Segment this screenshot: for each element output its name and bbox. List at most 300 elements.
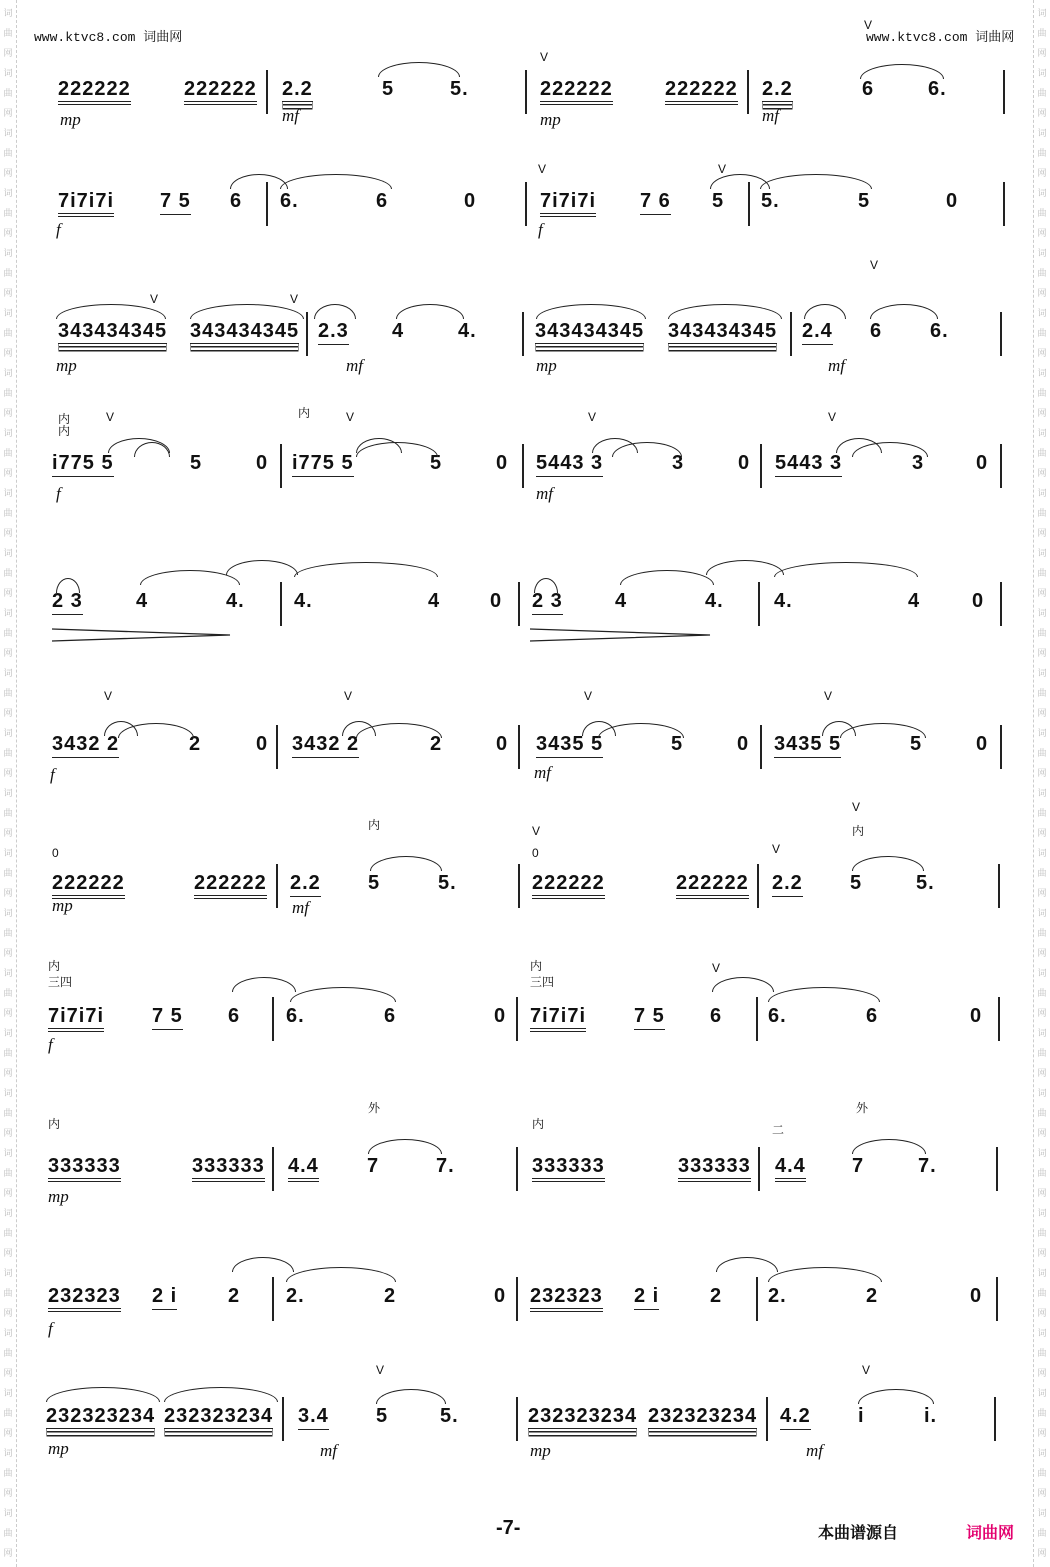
- note-group: 333333: [48, 1155, 121, 1182]
- note-group: 5: [671, 733, 684, 755]
- watermark-char: 网: [1037, 528, 1047, 538]
- note-group: 5443 3: [536, 452, 603, 477]
- note-group: 2: [189, 733, 202, 755]
- dynamic-mark: mp: [52, 896, 73, 915]
- watermark-char: 词: [3, 8, 13, 18]
- slur: [712, 977, 774, 992]
- note-group: 5: [376, 1405, 389, 1427]
- barline: [757, 864, 759, 908]
- note-group: 232323234: [164, 1405, 274, 1427]
- breath-mark-icon: V: [718, 162, 727, 176]
- note-group: 2 i: [634, 1285, 659, 1310]
- breath-mark-icon: V: [824, 689, 833, 703]
- watermark-char: 词: [1037, 1388, 1047, 1398]
- watermark-char: 词: [1037, 1328, 1047, 1338]
- breath-mark-icon: V: [150, 292, 159, 306]
- note-group: 4: [615, 590, 628, 612]
- watermark-char: 曲: [1037, 928, 1047, 938]
- breath-mark-icon: V: [290, 292, 299, 306]
- watermark-char: 网: [3, 48, 13, 58]
- watermark-char: 网: [3, 588, 13, 598]
- watermark-char: 网: [1037, 1068, 1047, 1078]
- note-group: 4.: [774, 590, 793, 612]
- watermark-char: 网: [1037, 1368, 1047, 1378]
- note-group: 0: [496, 452, 509, 474]
- note-group: 5443 3: [775, 452, 842, 477]
- technique-mark: 外: [368, 1101, 381, 1115]
- barline: [272, 997, 274, 1041]
- note-group: 2: [384, 1285, 397, 1307]
- watermark-char: 网: [1037, 1248, 1047, 1258]
- note-group: 0: [970, 1005, 983, 1027]
- dynamic-mark: f: [48, 1035, 53, 1054]
- dynamic-mark: mp: [530, 1441, 551, 1460]
- watermark-char: 曲: [1037, 988, 1047, 998]
- watermark-char: 网: [1037, 468, 1047, 478]
- barline: [994, 1397, 996, 1441]
- watermark-char: 曲: [1037, 628, 1047, 638]
- technique-mark: 0: [52, 846, 59, 860]
- watermark-char: 词: [3, 1028, 13, 1038]
- watermark-char: 词: [3, 1448, 13, 1458]
- note-group: 0: [972, 590, 985, 612]
- watermark-char: 曲: [3, 1108, 13, 1118]
- watermark-char: 曲: [3, 1288, 13, 1298]
- note-group: 0: [494, 1285, 507, 1307]
- watermark-char: 曲: [3, 928, 13, 938]
- technique-mark: 内: [58, 412, 71, 426]
- note-group: 222222: [58, 78, 131, 105]
- watermark-char: 曲: [3, 1408, 13, 1418]
- note-group: i.: [924, 1405, 938, 1427]
- dynamic-mark: mf: [282, 106, 299, 125]
- watermark-char: 曲: [3, 388, 13, 398]
- watermark-char: 词: [3, 728, 13, 738]
- note-group: 3432 2: [52, 733, 119, 758]
- watermark-char: 词: [1037, 248, 1047, 258]
- slur: [314, 304, 356, 319]
- decrescendo-hairpin: [530, 628, 714, 642]
- note-group: 222222: [184, 78, 257, 105]
- note-group: 5: [850, 872, 863, 894]
- note-group: 4.: [705, 590, 724, 612]
- watermark-char: 词: [1037, 1088, 1047, 1098]
- barline: [790, 312, 792, 356]
- watermark-char: 网: [3, 1428, 13, 1438]
- note-group: 3: [912, 452, 925, 474]
- slur: [140, 570, 240, 585]
- watermark-char: 曲: [3, 1228, 13, 1238]
- technique-mark: 三四: [48, 975, 73, 989]
- note-group: 7.: [918, 1155, 937, 1177]
- note-group: 2.3: [318, 320, 349, 345]
- note-group: 333333: [532, 1155, 605, 1182]
- watermark-char: 词: [3, 608, 13, 618]
- watermark-char: 网: [3, 168, 13, 178]
- note-group: 7i7i7i: [48, 1005, 104, 1032]
- watermark-char: 词: [3, 968, 13, 978]
- watermark-char: 曲: [3, 868, 13, 878]
- note-group: 2 3: [52, 590, 83, 615]
- barline: [525, 182, 527, 226]
- barline: [747, 70, 749, 114]
- watermark-char: 曲: [1037, 328, 1047, 338]
- watermark-char: 词: [3, 188, 13, 198]
- dynamic-mark: mf: [536, 484, 553, 503]
- watermark-char: 网: [3, 288, 13, 298]
- dynamic-mark: f: [50, 765, 55, 784]
- note-group: i775 5: [292, 452, 354, 477]
- technique-mark: 内: [48, 1117, 61, 1131]
- watermark-char: 词: [1037, 1208, 1047, 1218]
- slur: [760, 174, 872, 189]
- barline: [272, 1147, 274, 1191]
- slur: [290, 987, 396, 1002]
- note-group: 0: [976, 452, 989, 474]
- slur: [376, 1389, 446, 1404]
- dynamic-mark: mf: [534, 763, 551, 782]
- slur: [56, 578, 80, 593]
- dynamic-mark: mf: [762, 106, 779, 125]
- slur: [46, 1387, 160, 1402]
- note-group: 4: [428, 590, 441, 612]
- barline: [760, 725, 762, 769]
- barline: [998, 997, 1000, 1041]
- watermark-char: 词: [1037, 128, 1047, 138]
- slur: [536, 304, 646, 319]
- barline: [758, 1147, 760, 1191]
- note-group: 7 5: [152, 1005, 183, 1030]
- slur: [56, 304, 166, 319]
- dynamic-mark: mf: [828, 356, 845, 375]
- note-group: 4: [136, 590, 149, 612]
- dynamic-mark: mp: [48, 1439, 69, 1458]
- watermark-char: 词: [3, 668, 13, 678]
- barline: [518, 864, 520, 908]
- watermark-char: 曲: [3, 148, 13, 158]
- staff-row: [0, 406, 1050, 532]
- note-group: 6: [230, 190, 243, 212]
- watermark-char: 词: [3, 368, 13, 378]
- watermark-char: 网: [1037, 408, 1047, 418]
- note-group: 4: [392, 320, 405, 342]
- barline: [272, 1277, 274, 1321]
- watermark-char: 网: [1037, 948, 1047, 958]
- breath-mark-icon: V: [376, 1363, 385, 1377]
- barline: [1003, 182, 1005, 226]
- note-group: 0: [496, 733, 509, 755]
- dynamic-mark: f: [538, 220, 543, 239]
- note-group: 4.2: [780, 1405, 811, 1430]
- technique-mark: 二: [772, 1123, 785, 1137]
- note-group: 232323234: [528, 1405, 638, 1427]
- note-group: 2 i: [152, 1285, 177, 1310]
- note-group: 2: [228, 1285, 241, 1307]
- technique-mark: 内: [368, 818, 381, 832]
- slur: [774, 562, 918, 577]
- watermark-char: 词: [1037, 428, 1047, 438]
- note-group: 333333: [192, 1155, 265, 1182]
- watermark-char: 曲: [1037, 1408, 1047, 1418]
- watermark-char: 曲: [3, 688, 13, 698]
- breath-mark-icon: V: [344, 689, 353, 703]
- note-group: 3: [672, 452, 685, 474]
- note-group: 5.: [916, 872, 935, 894]
- slur: [768, 987, 880, 1002]
- watermark-char: 网: [1037, 108, 1047, 118]
- page-number: -7-: [496, 1517, 521, 1539]
- barline: [280, 582, 282, 626]
- note-group: 6: [376, 190, 389, 212]
- watermark-char: 网: [3, 228, 13, 238]
- watermark-char: 网: [1037, 588, 1047, 598]
- watermark-char: 曲: [1037, 148, 1047, 158]
- watermark-char: 网: [1037, 1308, 1047, 1318]
- watermark-char: 网: [1037, 348, 1047, 358]
- watermark-char: 曲: [3, 808, 13, 818]
- dynamic-mark: mf: [292, 898, 309, 917]
- note-group: 2.2: [772, 872, 803, 897]
- watermark-char: 词: [1037, 788, 1047, 798]
- watermark-char: 词: [1037, 68, 1047, 78]
- watermark-char: 词: [3, 848, 13, 858]
- technique-mark: 三四: [530, 975, 555, 989]
- technique-mark: 外: [856, 1101, 869, 1115]
- watermark-char: 网: [1037, 828, 1047, 838]
- note-group: 4.4: [288, 1155, 319, 1182]
- note-group: 0: [976, 733, 989, 755]
- note-group: i: [858, 1405, 865, 1427]
- barline: [516, 1147, 518, 1191]
- note-group: 2.4: [802, 320, 833, 345]
- watermark-char: 曲: [1037, 568, 1047, 578]
- note-group: 2.: [768, 1285, 787, 1307]
- watermark-char: 词: [1037, 368, 1047, 378]
- slur: [840, 723, 926, 738]
- note-group: 0: [256, 452, 269, 474]
- watermark-char: 词: [3, 1148, 13, 1158]
- watermark-char: 词: [1037, 488, 1047, 498]
- dynamic-mark: mf: [346, 356, 363, 375]
- note-group: 343434345: [58, 320, 168, 342]
- barline: [522, 444, 524, 488]
- staff-row: [0, 689, 1050, 813]
- slur: [768, 1267, 882, 1282]
- breath-mark-icon: V: [540, 50, 549, 64]
- watermark-char: 曲: [3, 208, 13, 218]
- note-group: 5: [382, 78, 395, 100]
- technique-mark: 内: [58, 424, 71, 438]
- watermark-char: 网: [3, 948, 13, 958]
- breath-mark-icon: V: [712, 961, 721, 975]
- note-group: 7: [367, 1155, 380, 1177]
- watermark-char: 词: [3, 1208, 13, 1218]
- barline: [1003, 70, 1005, 114]
- note-group: 343434345: [190, 320, 300, 342]
- slur: [858, 1389, 934, 1404]
- breath-mark-icon: V: [104, 689, 113, 703]
- watermark-char: 网: [3, 1008, 13, 1018]
- watermark-char: 网: [1037, 708, 1047, 718]
- barline: [516, 1277, 518, 1321]
- breath-mark-icon: V: [864, 18, 873, 32]
- watermark-char: 曲: [3, 988, 13, 998]
- watermark-char: 网: [3, 408, 13, 418]
- breath-mark-icon: V: [862, 1363, 871, 1377]
- note-group: 343434345: [535, 320, 645, 342]
- watermark-char: 词: [1037, 548, 1047, 558]
- barline: [756, 997, 758, 1041]
- watermark-char: 网: [1037, 1428, 1047, 1438]
- watermark-char: 网: [1037, 1488, 1047, 1498]
- watermark-char: 曲: [3, 748, 13, 758]
- header-site-right: www.ktvc8.com 词曲网: [866, 30, 1015, 45]
- technique-mark: 内: [48, 959, 61, 973]
- note-group: 7 5: [634, 1005, 665, 1030]
- technique-mark: 内: [530, 959, 543, 973]
- note-group: 5.: [438, 872, 457, 894]
- barline: [1000, 582, 1002, 626]
- barline: [1000, 444, 1002, 488]
- slur: [378, 62, 460, 77]
- watermark-char: 词: [1037, 1028, 1047, 1038]
- note-group: 7i7i7i: [540, 190, 596, 217]
- watermark-char: 词: [1037, 728, 1047, 738]
- note-group: 6.: [928, 78, 947, 100]
- watermark-char: 词: [3, 1328, 13, 1338]
- dynamic-mark: mp: [48, 1187, 69, 1206]
- watermark-char: 网: [1037, 1188, 1047, 1198]
- source-label: 本曲谱源自: [818, 1525, 899, 1542]
- note-group: 6: [228, 1005, 241, 1027]
- watermark-char: 曲: [1037, 1048, 1047, 1058]
- watermark-char: 曲: [3, 88, 13, 98]
- breath-mark-icon: V: [538, 162, 547, 176]
- barline: [756, 1277, 758, 1321]
- watermark-char: 网: [3, 768, 13, 778]
- technique-mark: 0: [532, 846, 539, 860]
- breath-mark-icon: V: [870, 258, 879, 272]
- barline: [280, 444, 282, 488]
- staff-row: [0, 1363, 1050, 1485]
- slur: [534, 578, 558, 593]
- note-group: 6: [866, 1005, 879, 1027]
- breath-mark-icon: V: [772, 842, 781, 856]
- watermark-char: 词: [3, 788, 13, 798]
- slur: [232, 1257, 294, 1272]
- note-group: 0: [970, 1285, 983, 1307]
- dynamic-mark: f: [48, 1319, 53, 1338]
- watermark-char: 曲: [1037, 508, 1047, 518]
- barline: [266, 70, 268, 114]
- dynamic-mark: f: [56, 484, 61, 503]
- watermark-char: 词: [3, 128, 13, 138]
- note-group: 7 6: [640, 190, 671, 215]
- note-group: 5: [858, 190, 871, 212]
- watermark-char: 曲: [3, 1168, 13, 1178]
- watermark-char: 网: [1037, 768, 1047, 778]
- watermark-char: 曲: [1037, 28, 1047, 38]
- note-group: 232323234: [648, 1405, 758, 1427]
- watermark-char: 网: [3, 1488, 13, 1498]
- watermark-char: 曲: [1037, 1168, 1047, 1178]
- slur: [706, 560, 784, 575]
- dynamic-mark: mp: [60, 110, 81, 129]
- watermark-char: 曲: [3, 448, 13, 458]
- note-group: 0: [738, 452, 751, 474]
- note-group: 222222: [540, 78, 613, 105]
- watermark-char: 曲: [1037, 748, 1047, 758]
- watermark-char: 曲: [1037, 208, 1047, 218]
- staff-row: [0, 959, 1050, 1085]
- watermark-char: 网: [1037, 48, 1047, 58]
- note-group: 5: [910, 733, 923, 755]
- note-group: 3435 5: [774, 733, 841, 758]
- watermark-char: 网: [1037, 228, 1047, 238]
- technique-mark: 内: [852, 824, 865, 838]
- watermark-char: 曲: [3, 1348, 13, 1358]
- note-group: 2.: [286, 1285, 305, 1307]
- barline: [766, 1397, 768, 1441]
- slur: [870, 304, 938, 319]
- watermark-char: 词: [1037, 308, 1047, 318]
- barline: [522, 312, 524, 356]
- note-group: 3.4: [298, 1405, 329, 1430]
- watermark-char: 词: [1037, 908, 1047, 918]
- dynamic-mark: mp: [540, 110, 561, 129]
- slur: [370, 856, 442, 871]
- watermark-char: 网: [3, 708, 13, 718]
- watermark-char: 曲: [1037, 808, 1047, 818]
- watermark-char: 网: [3, 1308, 13, 1318]
- slur: [164, 1387, 278, 1402]
- watermark-char: 网: [3, 1248, 13, 1258]
- watermark-char: 词: [1037, 1448, 1047, 1458]
- watermark-char: 曲: [3, 568, 13, 578]
- note-group: 2: [710, 1285, 723, 1307]
- watermark-char: 网: [3, 528, 13, 538]
- breath-mark-icon: V: [346, 410, 355, 424]
- slur: [668, 304, 782, 319]
- note-group: 0: [464, 190, 477, 212]
- barline: [998, 864, 1000, 908]
- watermark-char: 网: [1037, 888, 1047, 898]
- note-group: 5: [712, 190, 725, 212]
- watermark-char: 网: [3, 1188, 13, 1198]
- note-group: 4.: [226, 590, 245, 612]
- technique-mark: 内: [298, 406, 311, 420]
- barline: [758, 582, 760, 626]
- staff-row: [0, 570, 1050, 670]
- note-group: 6.: [280, 190, 299, 212]
- watermark-char: 曲: [1037, 88, 1047, 98]
- watermark-char: 曲: [3, 1048, 13, 1058]
- watermark-char: 曲: [3, 28, 13, 38]
- watermark-char: 网: [3, 648, 13, 658]
- note-group: 7.: [436, 1155, 455, 1177]
- watermark-char: 网: [1037, 168, 1047, 178]
- technique-mark: 内: [532, 1117, 545, 1131]
- note-group: 222222: [52, 872, 125, 899]
- staff-row: [0, 162, 1050, 270]
- watermark-char: 词: [3, 488, 13, 498]
- breath-mark-icon: V: [828, 410, 837, 424]
- note-group: 5: [430, 452, 443, 474]
- decrescendo-hairpin: [52, 628, 234, 642]
- dynamic-mark: mp: [536, 356, 557, 375]
- note-group: 5: [368, 872, 381, 894]
- note-group: 232323234: [46, 1405, 156, 1427]
